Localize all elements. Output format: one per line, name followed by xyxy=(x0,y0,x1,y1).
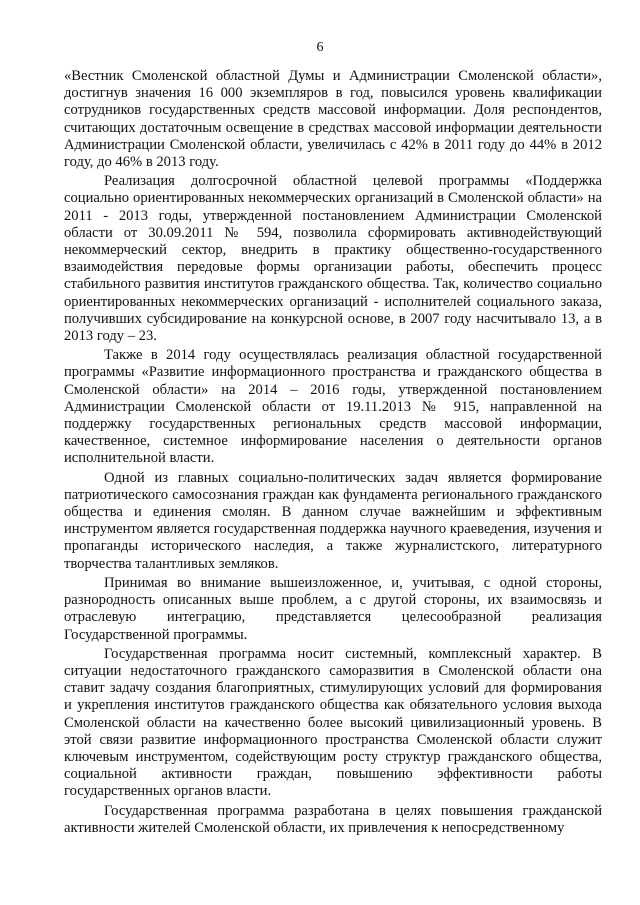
paragraph-continuation: «Вестник Смоленской областной Думы и Администрации Смоленской области», достигнув значения 16 000 экземпляров в год, повысился уровень квалификации сотрудников государственных средств массовой информации. Доля респондентов, считающих достаточным освещение в средствах массовой информации деятельности Администрации Смоленской области, увеличилась с 42% в 2011 году до 44% в 2012 году, до 46% в 2013 году. xyxy=(64,68,602,171)
paragraph-patriotic-self-awareness: Одной из главных социально-политических задач является формирование патриотического самосознания граждан как фундамента регионального гражданского общества и единения смолян. В данном случае важнейшим и эффективным инструментом является государственная поддержка научного краеведения, изучения и пропаганды исторического наследия, а также журналистского, литературного творчества талантливых земляков. xyxy=(64,469,602,572)
paragraph-information-space-program: Также в 2014 году осуществлялась реализация областной государственной программы «Развитие информационного пространства и гражданского общества в Смоленской области» на 2014 – 2016 годы, утвержденной постановлением Администрации Смоленской области от 19.11.2013 № 915, направленной на поддержку государственных региональных средств массовой информации, качественное, системное информирование населения о деятельности органов исполнительной власти. xyxy=(64,347,602,467)
paragraph-program-goals: Государственная программа разработана в целях повышения гражданской активности жителей Смоленской области, их привлечения к непосредственному xyxy=(64,802,602,836)
document-body xyxy=(64,68,602,839)
paragraph-program-character: Государственная программа носит системный, комплексный характер. В ситуации недостаточного гражданского саморазвития в Смоленской области она ставит задачу создания благоприятных, стимулирующих условий для формирования и укрепления институтов гражданского общества как обязательного условия выхода Смоленской области на качественно более высокий цивилизационный уровень. В этой связи развитие информационного пространства Смоленской области служит ключевым инструментом, содействующим росту структур гражданского общества, социальной активности граждан, повышению эффективности работы государственных органов власти. xyxy=(64,645,602,800)
paragraph-program-rationale: Принимая во внимание вышеизложенное, и, учитывая, с одной стороны, разнородность описанных выше проблем, а с другой стороны, их взаимосвязь и отраслевую интеграцию, представляется целесообразной реализация Государственной программы. xyxy=(64,574,602,643)
paragraph-npo-support-program: Реализация долгосрочной областной целевой программы «Поддержка социально ориентированных некоммерческих организаций в Смоленской области» на 2011 - 2013 годы, утвержденной постановлением Администрации Смоленской области от 30.09.2011 № 594, позволила сформировать активнодействующий некоммерческий сектор, внедрить в практику общественно-государственного взаимодействия передовые формы организации работы, обеспечить процесс стабильного развития институтов гражданского общества. Так, количество социально ориентированных некоммерческих организаций - исполнителей социального заказа, получивших субсидирование на конкурсной основе, в 2007 году насчитывало 13, а в 2013 году – 23. xyxy=(64,173,602,345)
page-number: 6 xyxy=(316,40,324,55)
